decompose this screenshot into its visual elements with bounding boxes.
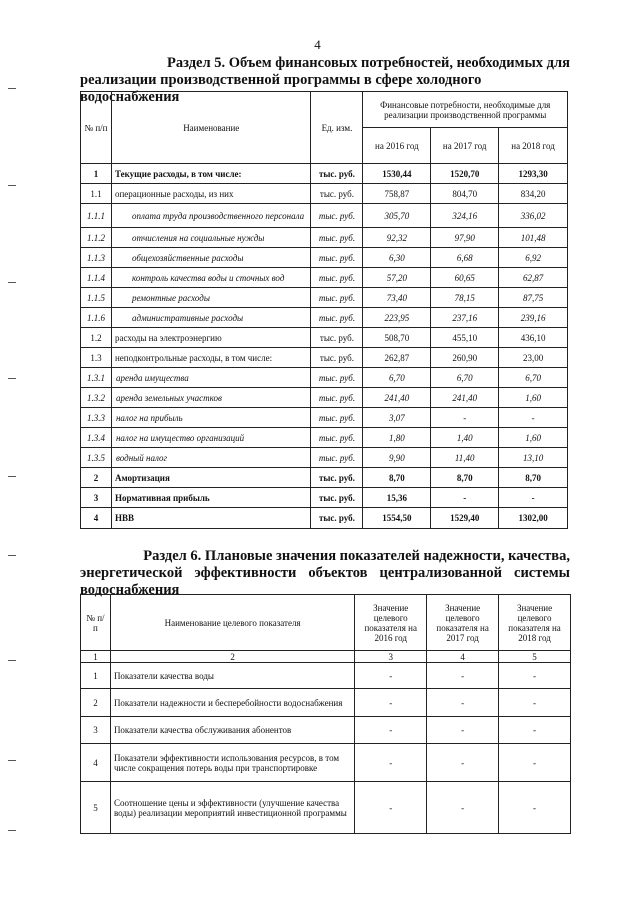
row-2016: 1,80 [363,428,431,448]
row-2016: 758,87 [363,184,431,204]
row-2018: - [499,717,571,744]
row-name: неподконтрольные расходы, в том числе: [111,348,311,368]
table-row [81,228,568,248]
table-row [81,428,568,448]
row-2016: 57,20 [363,268,431,288]
row-num: 1.3.1 [81,368,112,388]
table-row [81,288,568,308]
row-num: 1.2 [81,328,112,348]
row-2016: 15,36 [363,488,431,508]
row-name: административные расходы [111,308,311,328]
section6-title-line3: водоснабжения [80,582,180,598]
row-2018: - [499,782,571,834]
row-name: оплата труда производственного персонала [111,204,311,228]
row-num: 1.1.6 [81,308,112,328]
table-row [81,388,568,408]
header-2016: на 2016 год [363,128,431,164]
table-row [81,744,571,782]
row-2018: 1,60 [499,388,568,408]
row-2016: - [355,782,427,834]
row-2017: - [431,488,499,508]
section5-title-line1: Раздел 5. Объем финансовых потребностей, необходимых для [167,55,570,71]
row-2017: 97,90 [431,228,499,248]
row-name: Соотношение цены и эффективности (улучшение качества воды) реализации мероприятий инвестиционной программы [110,782,354,834]
row-num: 4 [81,744,111,782]
row-2018: 1293,30 [499,164,568,184]
margin-mark [8,760,16,761]
row-unit: тыс. руб. [311,328,363,348]
colnum: 3 [355,651,427,663]
row-2016: - [355,744,427,782]
header-2018: Значение целевого показателя на 2018 год [499,595,571,651]
row-unit: тыс. руб. [311,164,363,184]
row-2016: 508,70 [363,328,431,348]
header-2017: Значение целевого показателя на 2017 год [427,595,499,651]
header-unit: Ед. изм. [311,92,363,164]
row-2018: - [499,488,568,508]
row-2016: 92,32 [363,228,431,248]
row-num: 1.1.5 [81,288,112,308]
table-row [81,348,568,368]
row-num: 1 [81,164,112,184]
margin-mark [8,378,16,379]
row-2017: 6,70 [431,368,499,388]
table-row [81,408,568,428]
row-2017: 60,65 [431,268,499,288]
table-row [81,184,568,204]
colnum: 1 [81,651,111,663]
table-row [81,248,568,268]
header-group: Финансовые потребности, необходимые для реализации производственной программы [363,92,568,128]
row-num: 2 [81,689,111,717]
row-name: Показатели эффективности использования ресурсов, в том числе сокращения потерь воды при транспортировке [110,744,354,782]
table-row [81,663,571,689]
row-2018: 23,00 [499,348,568,368]
table-row [81,328,568,348]
row-name: Нормативная прибыль [111,488,311,508]
row-2018: 6,70 [499,368,568,388]
row-name: Амортизация [111,468,311,488]
table-row [81,717,571,744]
section6-title-line2: энергетической эффективности объектов централизованной системы [80,565,570,581]
margin-mark [8,185,16,186]
header-num: № п/п [81,595,111,651]
row-2017: 1529,40 [431,508,499,529]
row-num: 4 [81,508,112,529]
column-numbers-row [81,651,571,663]
row-2016: - [355,717,427,744]
row-name: Показатели качества воды [110,663,354,689]
row-2018: 13,10 [499,448,568,468]
row-num: 1.3.3 [81,408,112,428]
row-2018: 834,20 [499,184,568,204]
row-num: 1.1.3 [81,248,112,268]
row-2017: - [427,689,499,717]
row-2018: - [499,663,571,689]
colnum: 4 [427,651,499,663]
row-name: аренда земельных участков [111,388,311,408]
row-2017: 241,40 [431,388,499,408]
page-number: 4 [314,37,321,52]
row-2018: 1,60 [499,428,568,448]
row-2018: 87,75 [499,288,568,308]
row-name: Показатели качества обслуживания абонентов [110,717,354,744]
row-num: 3 [81,717,111,744]
section6-title [80,548,570,599]
row-2016: 8,70 [363,468,431,488]
row-unit: тыс. руб. [311,428,363,448]
row-name: общехозяйственные расходы [111,248,311,268]
margin-mark [8,88,16,89]
margin-mark [8,830,16,831]
section5-table [80,91,568,529]
row-2017: 11,40 [431,448,499,468]
row-2017: - [427,717,499,744]
row-2018: 8,70 [499,468,568,488]
row-2016: 9,90 [363,448,431,468]
row-2017: - [427,744,499,782]
row-name: контроль качества воды и сточных вод [111,268,311,288]
row-unit: тыс. руб. [311,348,363,368]
row-unit: тыс. руб. [311,248,363,268]
row-2017: - [427,782,499,834]
table-row [81,689,571,717]
row-name: аренда имущества [111,368,311,388]
row-2016: 3,07 [363,408,431,428]
row-2018: 6,92 [499,248,568,268]
colnum: 5 [499,651,571,663]
row-name: налог на прибыль [111,408,311,428]
margin-mark [8,660,16,661]
row-2016: 262,87 [363,348,431,368]
row-name: ремонтные расходы [111,288,311,308]
row-unit: тыс. руб. [311,508,363,529]
table-row [81,448,568,468]
row-unit: тыс. руб. [311,184,363,204]
row-2016: 6,30 [363,248,431,268]
row-2016: 6,70 [363,368,431,388]
row-2018: 62,87 [499,268,568,288]
row-2016: 1530,44 [363,164,431,184]
table-row [81,508,568,529]
row-2018: - [499,408,568,428]
row-2018: - [499,744,571,782]
row-2018: 436,10 [499,328,568,348]
row-unit: тыс. руб. [311,488,363,508]
row-name: водный налог [111,448,311,468]
row-2016: 73,40 [363,288,431,308]
row-num: 1 [81,663,111,689]
row-unit: тыс. руб. [311,288,363,308]
colnum: 2 [110,651,354,663]
section5-title-line2: реализации производственной программы в сфере холодного водоснабжения [80,72,482,105]
row-2018: 1302,00 [499,508,568,529]
row-2018: 239,16 [499,308,568,328]
row-2017: - [427,663,499,689]
row-unit: тыс. руб. [311,388,363,408]
row-name: налог на имущество организаций [111,428,311,448]
row-2017: 324,16 [431,204,499,228]
row-2017: 804,70 [431,184,499,204]
row-2016: 305,70 [363,204,431,228]
row-2016: 241,40 [363,388,431,408]
row-2017: - [431,408,499,428]
table-row [81,468,568,488]
row-name: Показатели надежности и бесперебойности водоснабжения [110,689,354,717]
row-unit: тыс. руб. [311,308,363,328]
table-row [81,268,568,288]
row-num: 1.3.2 [81,388,112,408]
row-2017: 237,16 [431,308,499,328]
row-2017: 8,70 [431,468,499,488]
row-num: 2 [81,468,112,488]
table-row [81,488,568,508]
table-row [81,782,571,834]
section6-title-line1: Раздел 6. Плановые значения показателей надежности, качества, [143,548,570,564]
header-name: Наименование целевого показателя [110,595,354,651]
row-2017: 78,15 [431,288,499,308]
table-row [81,204,568,228]
header-2016: Значение целевого показателя на 2016 год [355,595,427,651]
table-row [81,368,568,388]
row-name: Текущие расходы, в том числе: [111,164,311,184]
row-num: 1.1.1 [81,204,112,228]
row-unit: тыс. руб. [311,468,363,488]
row-2018: 336,02 [499,204,568,228]
row-2018: - [499,689,571,717]
row-2017: 260,90 [431,348,499,368]
row-unit: тыс. руб. [311,228,363,248]
margin-mark [8,555,16,556]
row-unit: тыс. руб. [311,368,363,388]
row-unit: тыс. руб. [311,448,363,468]
header-num: № п/п [81,92,112,164]
row-name: НВВ [111,508,311,529]
row-num: 1.1.4 [81,268,112,288]
row-name: отчисления на социальные нужды [111,228,311,248]
row-num: 1.3.4 [81,428,112,448]
table-row [81,164,568,184]
row-2017: 455,10 [431,328,499,348]
row-2017: 1520,70 [431,164,499,184]
row-unit: тыс. руб. [311,204,363,228]
section6-table [80,594,571,834]
row-2016: - [355,663,427,689]
row-2016: 223,95 [363,308,431,328]
margin-mark [8,476,16,477]
header-2018: на 2018 год [499,128,568,164]
row-2017: 6,68 [431,248,499,268]
margin-mark [8,282,16,283]
row-num: 1.3.5 [81,448,112,468]
row-num: 1.1 [81,184,112,204]
row-2016: 1554,50 [363,508,431,529]
row-num: 1.1.2 [81,228,112,248]
row-2017: 1,40 [431,428,499,448]
row-num: 1.3 [81,348,112,368]
row-num: 3 [81,488,112,508]
row-2016: - [355,689,427,717]
row-2018: 101,48 [499,228,568,248]
row-name: расходы на электроэнергию [111,328,311,348]
header-name: Наименование [111,92,311,164]
header-2017: на 2017 год [431,128,499,164]
row-unit: тыс. руб. [311,268,363,288]
table-row [81,308,568,328]
row-name: операционные расходы, из них [111,184,311,204]
row-unit: тыс. руб. [311,408,363,428]
row-num: 5 [81,782,111,834]
